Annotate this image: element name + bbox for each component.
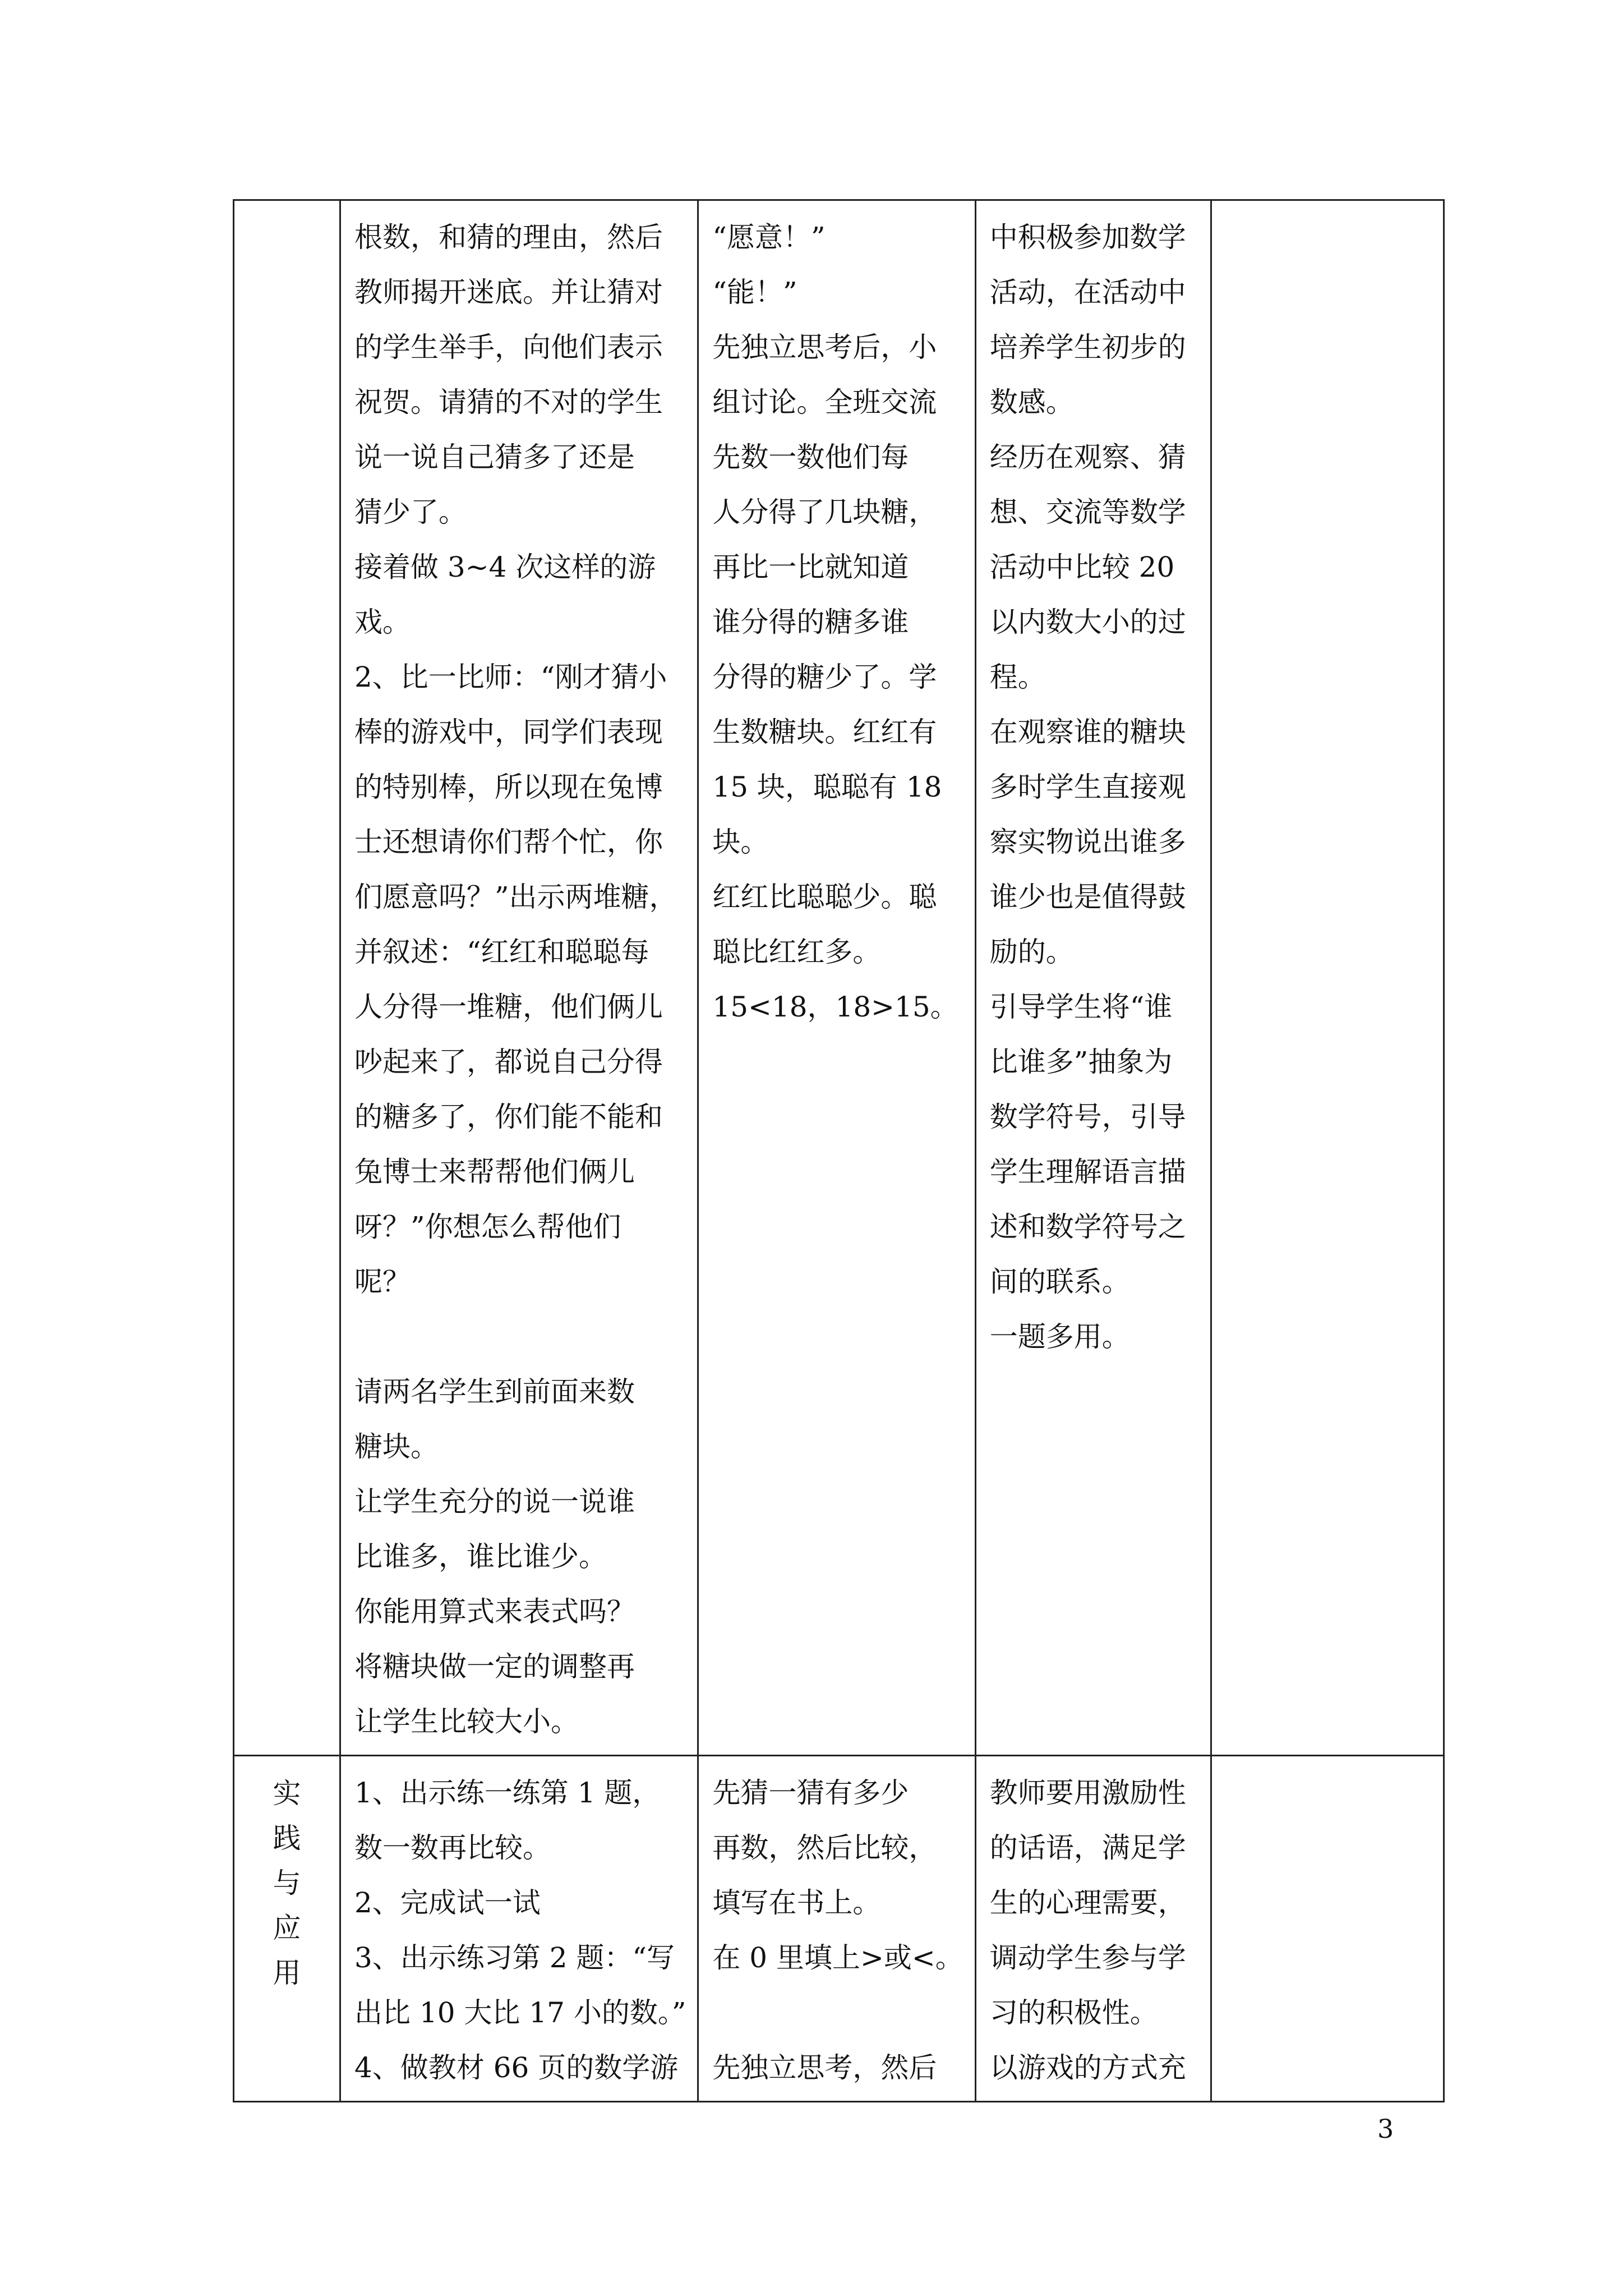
page-number: 3 — [1377, 2114, 1394, 2144]
table-row — [234, 1756, 1444, 2102]
text-line: 根数，和猜的理由，然后 — [354, 221, 663, 254]
text-line: 先猜一猜有多少 — [712, 1777, 909, 1809]
text-line: 习的积极性。 — [989, 1996, 1158, 2029]
text-line: 糖块。 — [354, 1430, 439, 1463]
text-line: 组讨论。全班交流 — [712, 386, 937, 418]
text-line: 数感。 — [989, 386, 1074, 418]
text-line: 教师揭开迷底。并让猜对 — [354, 276, 663, 309]
text-line: 比谁多”抽象为 — [989, 1046, 1173, 1078]
text-line: 学生理解语言描 — [989, 1156, 1186, 1188]
text-line: 察实物说出谁多 — [989, 826, 1186, 858]
stage-label-char: 与 — [273, 1867, 301, 1899]
text-line: 1、出示练一练第 1 题， — [354, 1777, 661, 1809]
text-line: 2、完成试一试 — [354, 1887, 541, 1919]
text-line: 先独立思考，然后 — [712, 2051, 937, 2084]
text-line: 人分得一堆糖，他们俩儿 — [354, 991, 663, 1023]
text-line: 你能用算式来表式吗？ — [354, 1595, 635, 1628]
text-line: 分得的糖少了。学 — [712, 661, 937, 693]
stage-cell — [234, 1756, 340, 2102]
text-line: 数一数再比较。 — [354, 1832, 551, 1864]
text-line: 活动中比较 20 — [989, 551, 1175, 583]
text-line: 祝贺。请猜的不对的学生 — [354, 386, 663, 418]
text-line: 戏。 — [354, 606, 411, 638]
text-line: 在观察谁的糖块 — [989, 716, 1186, 748]
table-row — [234, 200, 1444, 1756]
text-line: 的特别棒，所以现在兔博 — [354, 771, 663, 803]
text-line: 教师要用激励性 — [989, 1777, 1186, 1809]
text-line: 多时学生直接观 — [989, 771, 1186, 803]
text-line: 人分得了几块糖， — [712, 496, 937, 528]
text-line: 生数糖块。红红有 — [712, 716, 937, 748]
text-line: 猜少了。 — [354, 496, 467, 528]
student-activity-cell — [698, 200, 975, 1756]
text-line: 并叙述：“红红和聪聪每 — [354, 936, 649, 968]
text-line: 的话语，满足学 — [989, 1832, 1186, 1864]
text-line: 以内数大小的过 — [989, 606, 1186, 638]
text-line: 出比 10 大比 17 小的数。” — [354, 1996, 686, 2029]
text-line: 接着做 3~4 次这样的游 — [354, 551, 656, 583]
text-line: 中积极参加数学 — [989, 221, 1186, 254]
text-line: 励的。 — [989, 936, 1074, 968]
text-line: “能！” — [712, 276, 797, 309]
notes-cell — [1211, 1756, 1444, 2102]
text-line: 引导学生将“谁 — [989, 991, 1173, 1023]
text-line: 15<18，18>15。 — [712, 991, 958, 1023]
stage-label-char: 用 — [273, 1957, 301, 1989]
text-line: 兔博士来帮帮他们俩儿 — [354, 1156, 635, 1188]
text-line: 先独立思考后，小 — [712, 331, 937, 364]
text-line: 在 0 里填上>或<。 — [712, 1941, 963, 1974]
design-intent-cell — [975, 1756, 1211, 2102]
text-line: 以游戏的方式充 — [989, 2051, 1186, 2084]
text-line: 数学符号，引导 — [989, 1101, 1186, 1133]
text-line: 间的联系。 — [989, 1266, 1130, 1298]
text-line: 的糖多了，你们能不能和 — [354, 1101, 663, 1133]
stage-label-char: 应 — [273, 1912, 301, 1944]
text-line: 士还想请你们帮个忙，你 — [354, 826, 663, 858]
stage-label-char: 实 — [273, 1777, 301, 1810]
blank-line — [354, 1309, 686, 1364]
text-line: 填写在书上。 — [712, 1887, 881, 1919]
text-line: 2、比一比师：“刚才猜小 — [354, 661, 667, 693]
stage-label-char: 践 — [273, 1822, 301, 1855]
text-line: 红红比聪聪少。聪 — [712, 881, 937, 913]
text-line: 4、做教材 66 页的数学游 — [354, 2051, 679, 2084]
text-line: 比谁多，谁比谁少。 — [354, 1540, 607, 1573]
stage-cell — [234, 200, 340, 1756]
text-line: 谁分得的糖多谁 — [712, 606, 909, 638]
text-line: 说一说自己猜多了还是 — [354, 441, 635, 473]
text-line: 让学生比较大小。 — [354, 1705, 579, 1738]
text-line: 调动学生参与学 — [989, 1941, 1186, 1974]
text-line: 呢？ — [354, 1266, 411, 1298]
text-line: 再数，然后比较， — [712, 1832, 937, 1864]
text-line: 棒的游戏中，同学们表现 — [354, 716, 663, 748]
text-line: 呀？”你想怎么帮他们 — [354, 1211, 621, 1243]
teacher-activity-cell — [340, 200, 698, 1756]
text-line: 们愿意吗？”出示两堆糖， — [354, 881, 677, 913]
text-line: 程。 — [989, 661, 1046, 693]
text-line: 吵起来了，都说自己分得 — [354, 1046, 663, 1078]
text-line: 将糖块做一定的调整再 — [354, 1650, 635, 1683]
notes-cell — [1211, 200, 1444, 1756]
design-intent-cell — [975, 200, 1211, 1756]
text-line: 请两名学生到前面来数 — [354, 1375, 635, 1408]
text-line: 谁少也是值得鼓 — [989, 881, 1186, 913]
text-line: 述和数学符号之 — [989, 1211, 1186, 1243]
text-line: 先数一数他们每 — [712, 441, 909, 473]
text-line: 生的心理需要， — [989, 1887, 1186, 1919]
text-line: 一题多用。 — [989, 1320, 1130, 1353]
text-line: 15 块，聪聪有 18 — [712, 771, 942, 803]
text-line: 活动，在活动中 — [989, 276, 1186, 309]
student-activity-cell — [698, 1756, 975, 2102]
text-line: “愿意！” — [712, 221, 826, 254]
text-line: 再比一比就知道 — [712, 551, 909, 583]
text-line: 块。 — [712, 826, 769, 858]
text-line: 的学生举手，向他们表示 — [354, 331, 663, 364]
text-line: 3、出示练习第 2 题：“写 — [354, 1941, 675, 1974]
blank-line — [712, 1985, 963, 2040]
teacher-activity-cell — [340, 1756, 698, 2102]
text-line: 经历在观察、猜 — [989, 441, 1186, 473]
text-line: 聪比红红多。 — [712, 936, 881, 968]
text-line: 让学生充分的说一说谁 — [354, 1485, 635, 1518]
text-line: 想、交流等数学 — [989, 496, 1186, 528]
lesson-plan-table — [233, 199, 1445, 2102]
text-line: 培养学生初步的 — [989, 331, 1186, 364]
